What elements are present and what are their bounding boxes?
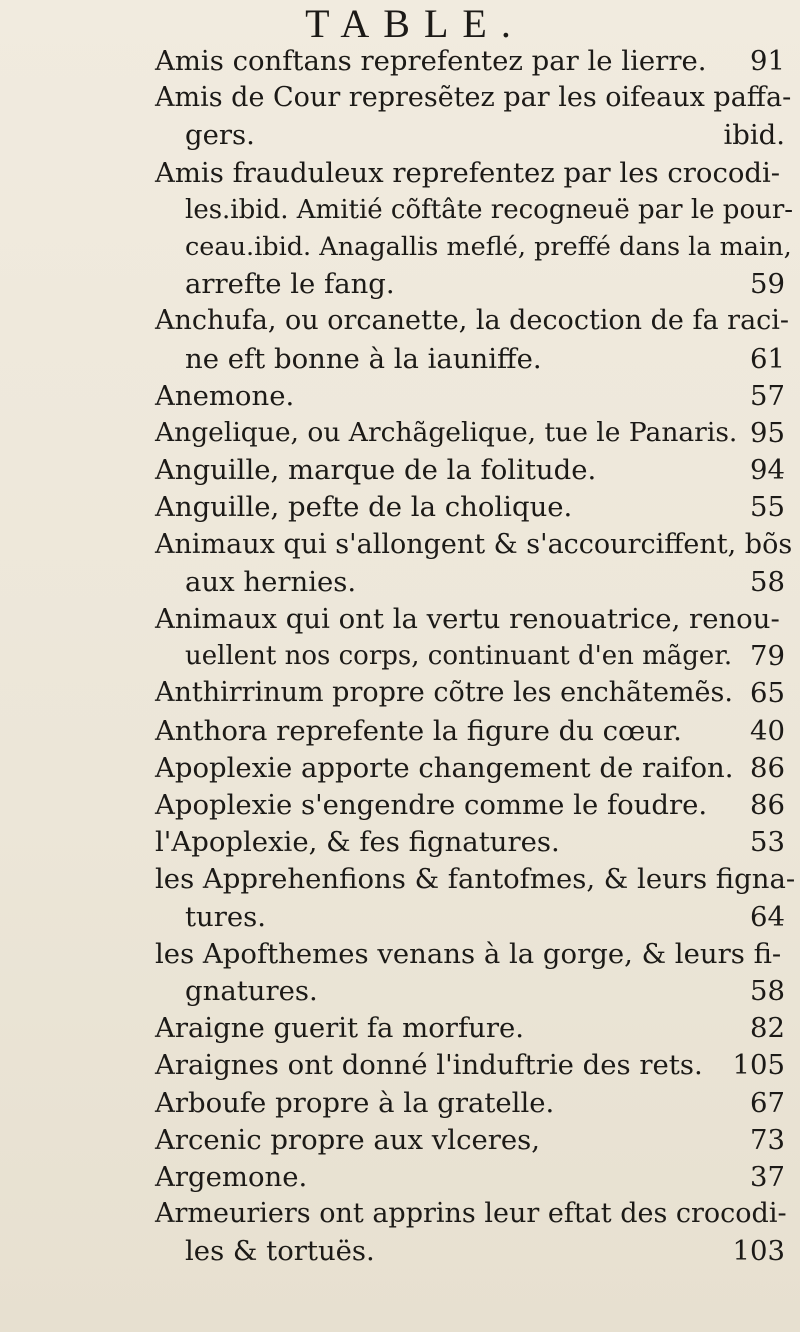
entry-text: Anemone. — [155, 379, 295, 412]
entry-text: tures. — [185, 900, 267, 933]
index-line — [155, 81, 795, 115]
page-number: ibid. — [723, 119, 785, 152]
entry-text: Animaux qui s'allongent & s'accourciffent, bõs — [155, 528, 793, 560]
page-number: 73 — [750, 1123, 785, 1156]
page-number: 91 — [750, 45, 785, 77]
entry-text: gnatures. — [185, 975, 318, 1007]
page-number: 79 — [750, 640, 785, 673]
index-line — [155, 788, 795, 822]
page-number: 82 — [750, 1012, 785, 1045]
index-line — [155, 1011, 795, 1045]
entry-text: Anthora reprefente la figure du cœur. — [155, 714, 682, 747]
page-number: 40 — [750, 714, 785, 747]
entry-text: Araignes ont donné l'induftrie des rets. — [155, 1049, 703, 1082]
entry-text: Anchufa, ou orcanette, la decoction de fa raci- — [155, 305, 790, 337]
entry-text: gers. — [185, 119, 255, 152]
index-line — [185, 974, 795, 1008]
page-number: 67 — [750, 1086, 785, 1119]
index-line — [155, 156, 795, 190]
index-line — [155, 1086, 795, 1120]
entry-text: Animaux qui ont la vertu renouatrice, renou- — [155, 603, 780, 635]
entry-text: Apoplexie s'engendre comme le foudre. — [155, 789, 708, 821]
page-number: 59 — [750, 268, 785, 301]
index-line — [155, 714, 795, 748]
page-number: 57 — [750, 379, 785, 412]
entry-text: Amis frauduleux reprefentez par les crocodi- — [155, 156, 781, 189]
index-line — [155, 304, 795, 338]
index-line — [155, 751, 795, 785]
index-line — [185, 230, 795, 264]
index-line — [155, 379, 795, 413]
index-line — [155, 490, 795, 524]
entry-text: Apoplexie apporte changement de raifon. — [155, 751, 734, 784]
index-line — [185, 565, 795, 599]
entry-text: les & tortuës. — [185, 1235, 375, 1268]
entry-text: Anguille, marque de la folitude. — [155, 454, 597, 487]
page-title: TABLE. — [305, 1, 525, 46]
entry-text: ne eft bonne à la iauniffe. — [185, 342, 542, 375]
entry-text: aux hernies. — [185, 565, 357, 598]
index-line — [185, 118, 795, 152]
index-line — [185, 900, 795, 934]
index-line — [155, 1160, 795, 1194]
index-line — [155, 528, 795, 562]
page-number: 95 — [750, 417, 785, 449]
entry-text: les.ibid. Amitié cõftâte recogneuë par le pour- — [185, 194, 794, 225]
entry-text: Araigne guerit fa morfure. — [155, 1012, 524, 1045]
index-line — [185, 639, 795, 673]
index-line — [155, 862, 795, 896]
entry-text: Angelique, ou Archãgelique, tue le Panaris. — [155, 417, 738, 448]
entry-text: Anguille, pefte de la cholique. — [155, 491, 573, 524]
entry-text: Anthirrinum propre cõtre les enchãtemẽs. — [155, 677, 733, 709]
page-number: 37 — [750, 1161, 785, 1193]
index-line — [155, 602, 795, 636]
entry-text: arrefte le fang. — [185, 268, 395, 301]
index-line — [155, 825, 795, 859]
page-number: 58 — [750, 975, 785, 1007]
entry-text: les Apprehenfions & fantofmes, & leurs figna- — [155, 863, 796, 896]
page-number: 53 — [750, 826, 785, 859]
index-line — [155, 937, 795, 971]
entry-text: uellent nos corps, continuant d'en mãger. — [185, 641, 733, 672]
page-number: 55 — [750, 491, 785, 524]
index-line — [155, 453, 795, 487]
index-line — [155, 1123, 795, 1157]
page-number: 86 — [750, 789, 785, 821]
page-number: 94 — [750, 454, 785, 487]
index-line — [185, 193, 795, 227]
entry-text: Arcenic propre aux vlceres, — [155, 1123, 541, 1156]
page-number: 58 — [750, 565, 785, 598]
index-line — [185, 267, 795, 301]
index-line — [155, 1048, 795, 1082]
page-number: 86 — [750, 751, 785, 784]
entry-text: Armeuriers ont apprins leur eftat des crocodi- — [155, 1198, 787, 1230]
entry-text: Argemone. — [155, 1161, 308, 1193]
index-line — [185, 1234, 795, 1268]
page-number: 65 — [750, 677, 785, 710]
page-number: 61 — [750, 342, 785, 375]
entry-text: ceau.ibid. Anagallis meflé, preffé dans la main, — [185, 232, 792, 262]
index-line — [155, 676, 795, 710]
index-line — [155, 44, 795, 78]
index-line — [155, 1197, 795, 1231]
entry-text: l'Apoplexie, & fes fignatures. — [155, 826, 560, 859]
entry-text: Amis conftans reprefentez par le lierre. — [155, 45, 707, 77]
index-line — [185, 342, 795, 376]
page-number: 103 — [732, 1235, 785, 1268]
page-number: 105 — [732, 1049, 785, 1082]
entry-text: Arboufe propre à la gratelle. — [155, 1086, 555, 1119]
page-number: 64 — [750, 900, 785, 933]
index-line — [155, 416, 795, 450]
entry-text: Amis de Cour represẽtez par les oifeaux paffa- — [155, 82, 792, 114]
entry-text: les Apofthemes venans à la gorge, & leurs fi- — [155, 937, 782, 970]
